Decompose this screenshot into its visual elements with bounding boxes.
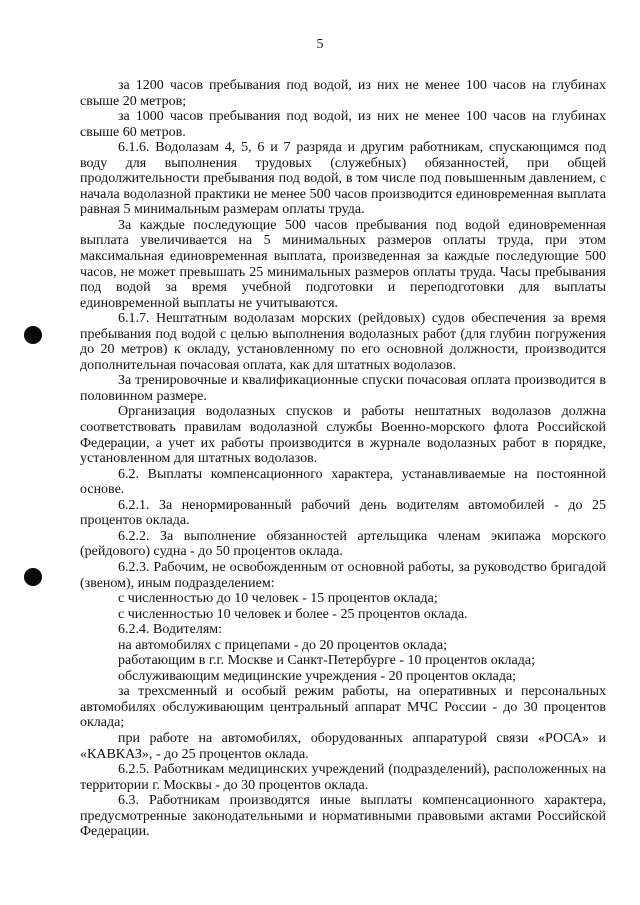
paragraph: 6.2.1. За ненормированный рабочий день водителям автомобилей - до 25 процентов оклада. [80,497,606,529]
paragraph: 6.3. Работникам производятся иные выплаты компенсационного характера, предусмотренные законодательными и нормативными правовыми актами Российской Федерации. [80,793,606,840]
paragraph: при работе на автомобилях, оборудованных аппаратурой связи «РОСА» и «КАВКАЗ», - до 25 процентов оклада. [80,730,606,762]
paragraph: с численностью до 10 человек - 15 процентов оклада; [118,591,438,607]
paragraph: 6.2.2. За выполнение обязанностей артельщика членам экипажа морского (рейдового) судна - до 50 процентов оклада. [80,528,606,560]
paragraph: За каждые последующие 500 часов пребывания под водой единовременная выплата увеличивается на 5 минимальных размеров оплаты труда, при этом максимальная единовременная выплата, произведенная за каждые последующие 500 часов, не может превышать 25 минимальных размеров оплаты труда. Часы пребывания под водой за время учебной подготовки и переподготовки для выплаты единовременной выплаты не учитываются. [80,217,606,311]
paragraph: 6.2. Выплаты компенсационного характера, устанавливаемые на постоянной основе. [80,466,606,498]
paragraph: за трехсменный и особый режим работы, на оперативных и персональных автомобилях обслуживающим центральный аппарат МЧС России - до 30 процентов оклада; [80,684,606,731]
paragraph: 6.2.4. Водителям: [118,622,223,638]
paragraph: с численностью 10 человек и более - 25 процентов оклада. [118,606,468,622]
paragraph: за 1000 часов пребывания под водой, из них не менее 100 часов на глубинах свыше 60 метров. [80,109,606,140]
paragraph: 6.1.7. Нештатным водолазам морских (рейдовых) судов обеспечения за время пребывания под водой с целью выполнения водолазных работ (для глубин погружения до 20 метров) к окладу, установленному по его основной должности, производится дополнительная почасовая оплата, как для штатных водолазов. [80,311,606,373]
document-body [80,78,606,840]
punch-hole [24,326,42,344]
page-number: 5 [316,37,324,52]
paragraph: на автомобилях с прицепами - до 20 процентов оклада; [118,637,447,653]
punch-hole [24,568,42,586]
paragraph: За тренировочные и квалификационные спуски почасовая оплата производится в половинном размере. [80,373,606,404]
paragraph: 6.1.6. Водолазам 4, 5, 6 и 7 разряда и другим работникам, спускающимся под воду для выполнения трудовых (служебных) обязанностей, при общей продолжительности пребывания под водой, в том числе под повышенным давлением, с начала водолазной практики не менее 500 часов производится единовременная выплата равная 5 минимальным размерам оплаты труда. [80,140,606,218]
paragraph: Организация водолазных спусков и работы нештатных водолазов должна соответствовать правилам водолазной службы Военно-морского флота Российской Федерации, а учет их работы производится в журнале водолазных работ в порядке, установленном для штатных водолазов. [80,404,606,467]
paragraph: 6.2.3. Рабочим, не освобожденным от основной работы, за руководство бригадой (звеном), иным подразделением: [80,559,606,591]
paragraph: обслуживающим медицинские учреждения - 20 процентов оклада; [118,668,517,684]
paragraph: 6.2.5. Работникам медицинских учреждений (подразделений), расположенных на территории г. Москвы - до 30 процентов оклада. [80,762,606,793]
paragraph: работающим в г.г. Москве и Санкт-Петербурге - 10 процентов оклада; [118,653,535,669]
paragraph: за 1200 часов пребывания под водой, из них не менее 100 часов на глубинах свыше 20 метров; [80,78,606,109]
